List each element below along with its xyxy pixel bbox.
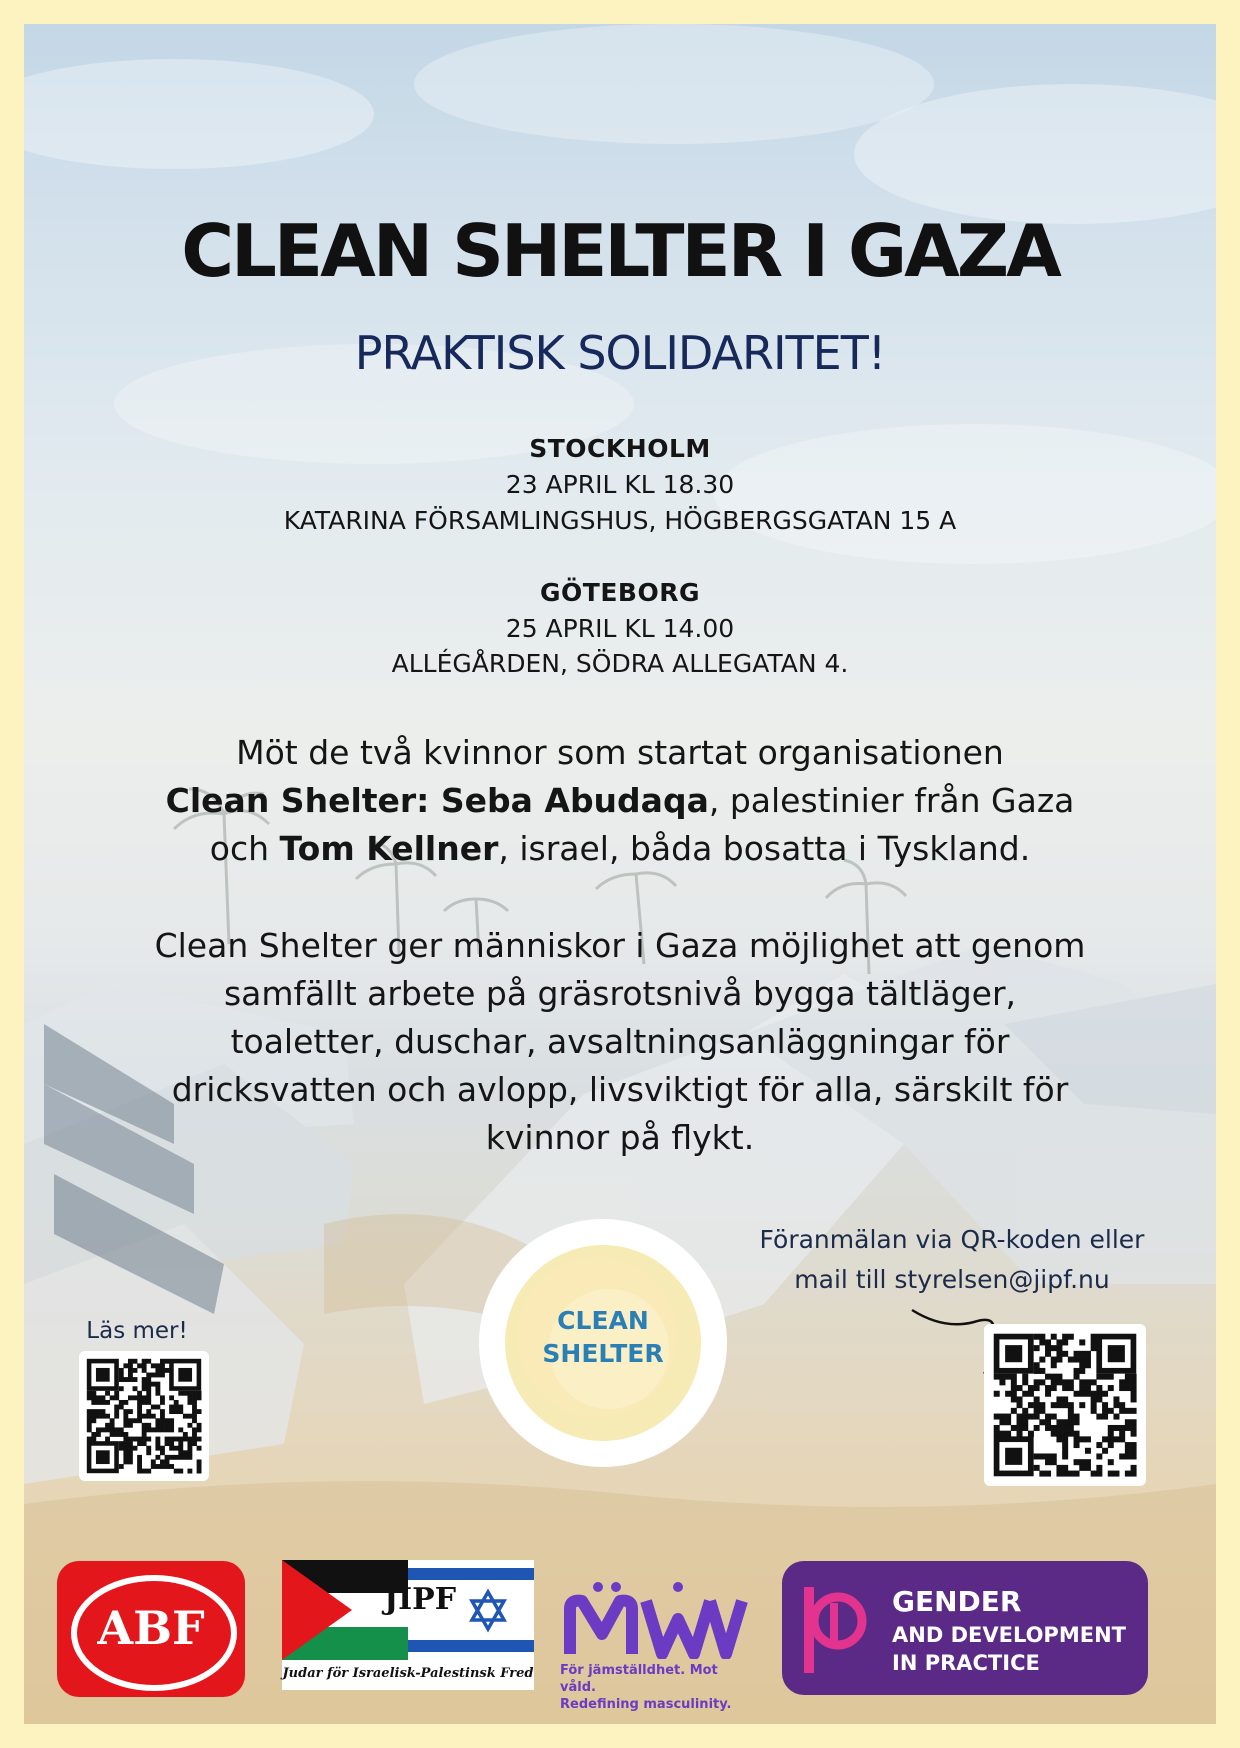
registration-line-1: Föranmälan via QR-koden eller bbox=[759, 1225, 1145, 1254]
description-line: dricksvatten och avlopp, livsviktigt för alla, särskilt för bbox=[171, 1070, 1069, 1109]
poster-subtitle: PRAKTISK SOLIDARITET! bbox=[354, 326, 886, 380]
mvw-logo bbox=[560, 1579, 750, 1712]
intro-line-3 bbox=[24, 825, 1216, 873]
qr-code-icon bbox=[79, 1351, 209, 1481]
intro-founders-org: Clean Shelter: Seba Abudaqa bbox=[165, 781, 709, 820]
registration-line-2: mail till styrelsen@jipf.nu bbox=[794, 1265, 1110, 1294]
description-line: samfällt arbete på gräsrotsnivå bygga tältläger, bbox=[223, 974, 1017, 1013]
registration-qr-code[interactable] bbox=[984, 1324, 1146, 1486]
event-address-stockholm: KATARINA FÖRSAMLINGSHUS, HÖGBERGSGATAN 15 A bbox=[283, 506, 957, 535]
description-line: Clean Shelter ger människor i Gaza möjlighet att genom bbox=[154, 926, 1086, 965]
read-more-label: Läs mer! bbox=[86, 1318, 188, 1344]
mvw-tagline-line-2: Redefining masculinity. bbox=[560, 1697, 732, 1712]
intro-line-1: Möt de två kvinnor som startat organisationen bbox=[236, 733, 1004, 772]
abf-logo-text: ABF bbox=[97, 1601, 205, 1655]
clean-shelter-logo-line-1: CLEAN bbox=[557, 1306, 649, 1335]
intro-line-2-rest: , palestinier från Gaza bbox=[708, 781, 1075, 820]
gender-development-practice-logo bbox=[782, 1561, 1148, 1695]
description-paragraph bbox=[24, 922, 1216, 1162]
event-address-goteborg: ALLÉGÅRDEN, SÖDRA ALLEGATAN 4. bbox=[391, 649, 849, 678]
poster-title: CLEAN SHELTER I GAZA bbox=[181, 209, 1059, 293]
clean-shelter-logo-text bbox=[479, 1304, 727, 1370]
event-date-goteborg: 25 APRIL KL 14.00 bbox=[505, 614, 735, 643]
description-line: toaletter, duschar, avsaltningsanläggningar för bbox=[230, 1022, 1010, 1061]
jipf-logo-name: JIPF bbox=[383, 1582, 457, 1617]
event-city-stockholm: STOCKHOLM bbox=[529, 434, 711, 463]
abf-logo bbox=[57, 1561, 245, 1697]
qr-code-icon bbox=[984, 1324, 1146, 1486]
jipf-logo-tagline: Judar för Israelisk-Palestinsk Fred bbox=[282, 1666, 534, 1681]
event-poster bbox=[24, 24, 1216, 1724]
gdp-logo-line-3: IN PRACTICE bbox=[892, 1651, 1040, 1675]
registration-text bbox=[702, 1220, 1202, 1300]
gdp-mark-icon bbox=[800, 1583, 870, 1677]
intro-line-3-rest: , israel, båda bosatta i Tyskland. bbox=[498, 829, 1031, 868]
description-line: kvinnor på flykt. bbox=[485, 1118, 755, 1157]
intro-line-2 bbox=[24, 777, 1216, 825]
clean-shelter-logo-line-2: SHELTER bbox=[542, 1339, 664, 1368]
event-date-stockholm: 23 APRIL KL 18.30 bbox=[505, 470, 735, 499]
mvw-logo-tagline bbox=[560, 1662, 750, 1713]
intro-founder-name: Tom Kellner bbox=[279, 829, 499, 868]
mvw-tagline-line-1: För jämställdhet. Mot våld. bbox=[560, 1663, 718, 1695]
gdp-logo-line-1: GENDER bbox=[892, 1585, 1022, 1618]
read-more-qr-code[interactable] bbox=[79, 1351, 209, 1481]
mvw-wordmark-icon bbox=[560, 1579, 750, 1659]
gdp-logo-line-2: AND DEVELOPMENT bbox=[892, 1623, 1126, 1647]
intro-paragraph bbox=[24, 729, 1216, 873]
jipf-logo bbox=[282, 1560, 534, 1690]
event-city-goteborg: GÖTEBORG bbox=[540, 578, 700, 607]
intro-line-3-pre: och bbox=[209, 829, 280, 868]
